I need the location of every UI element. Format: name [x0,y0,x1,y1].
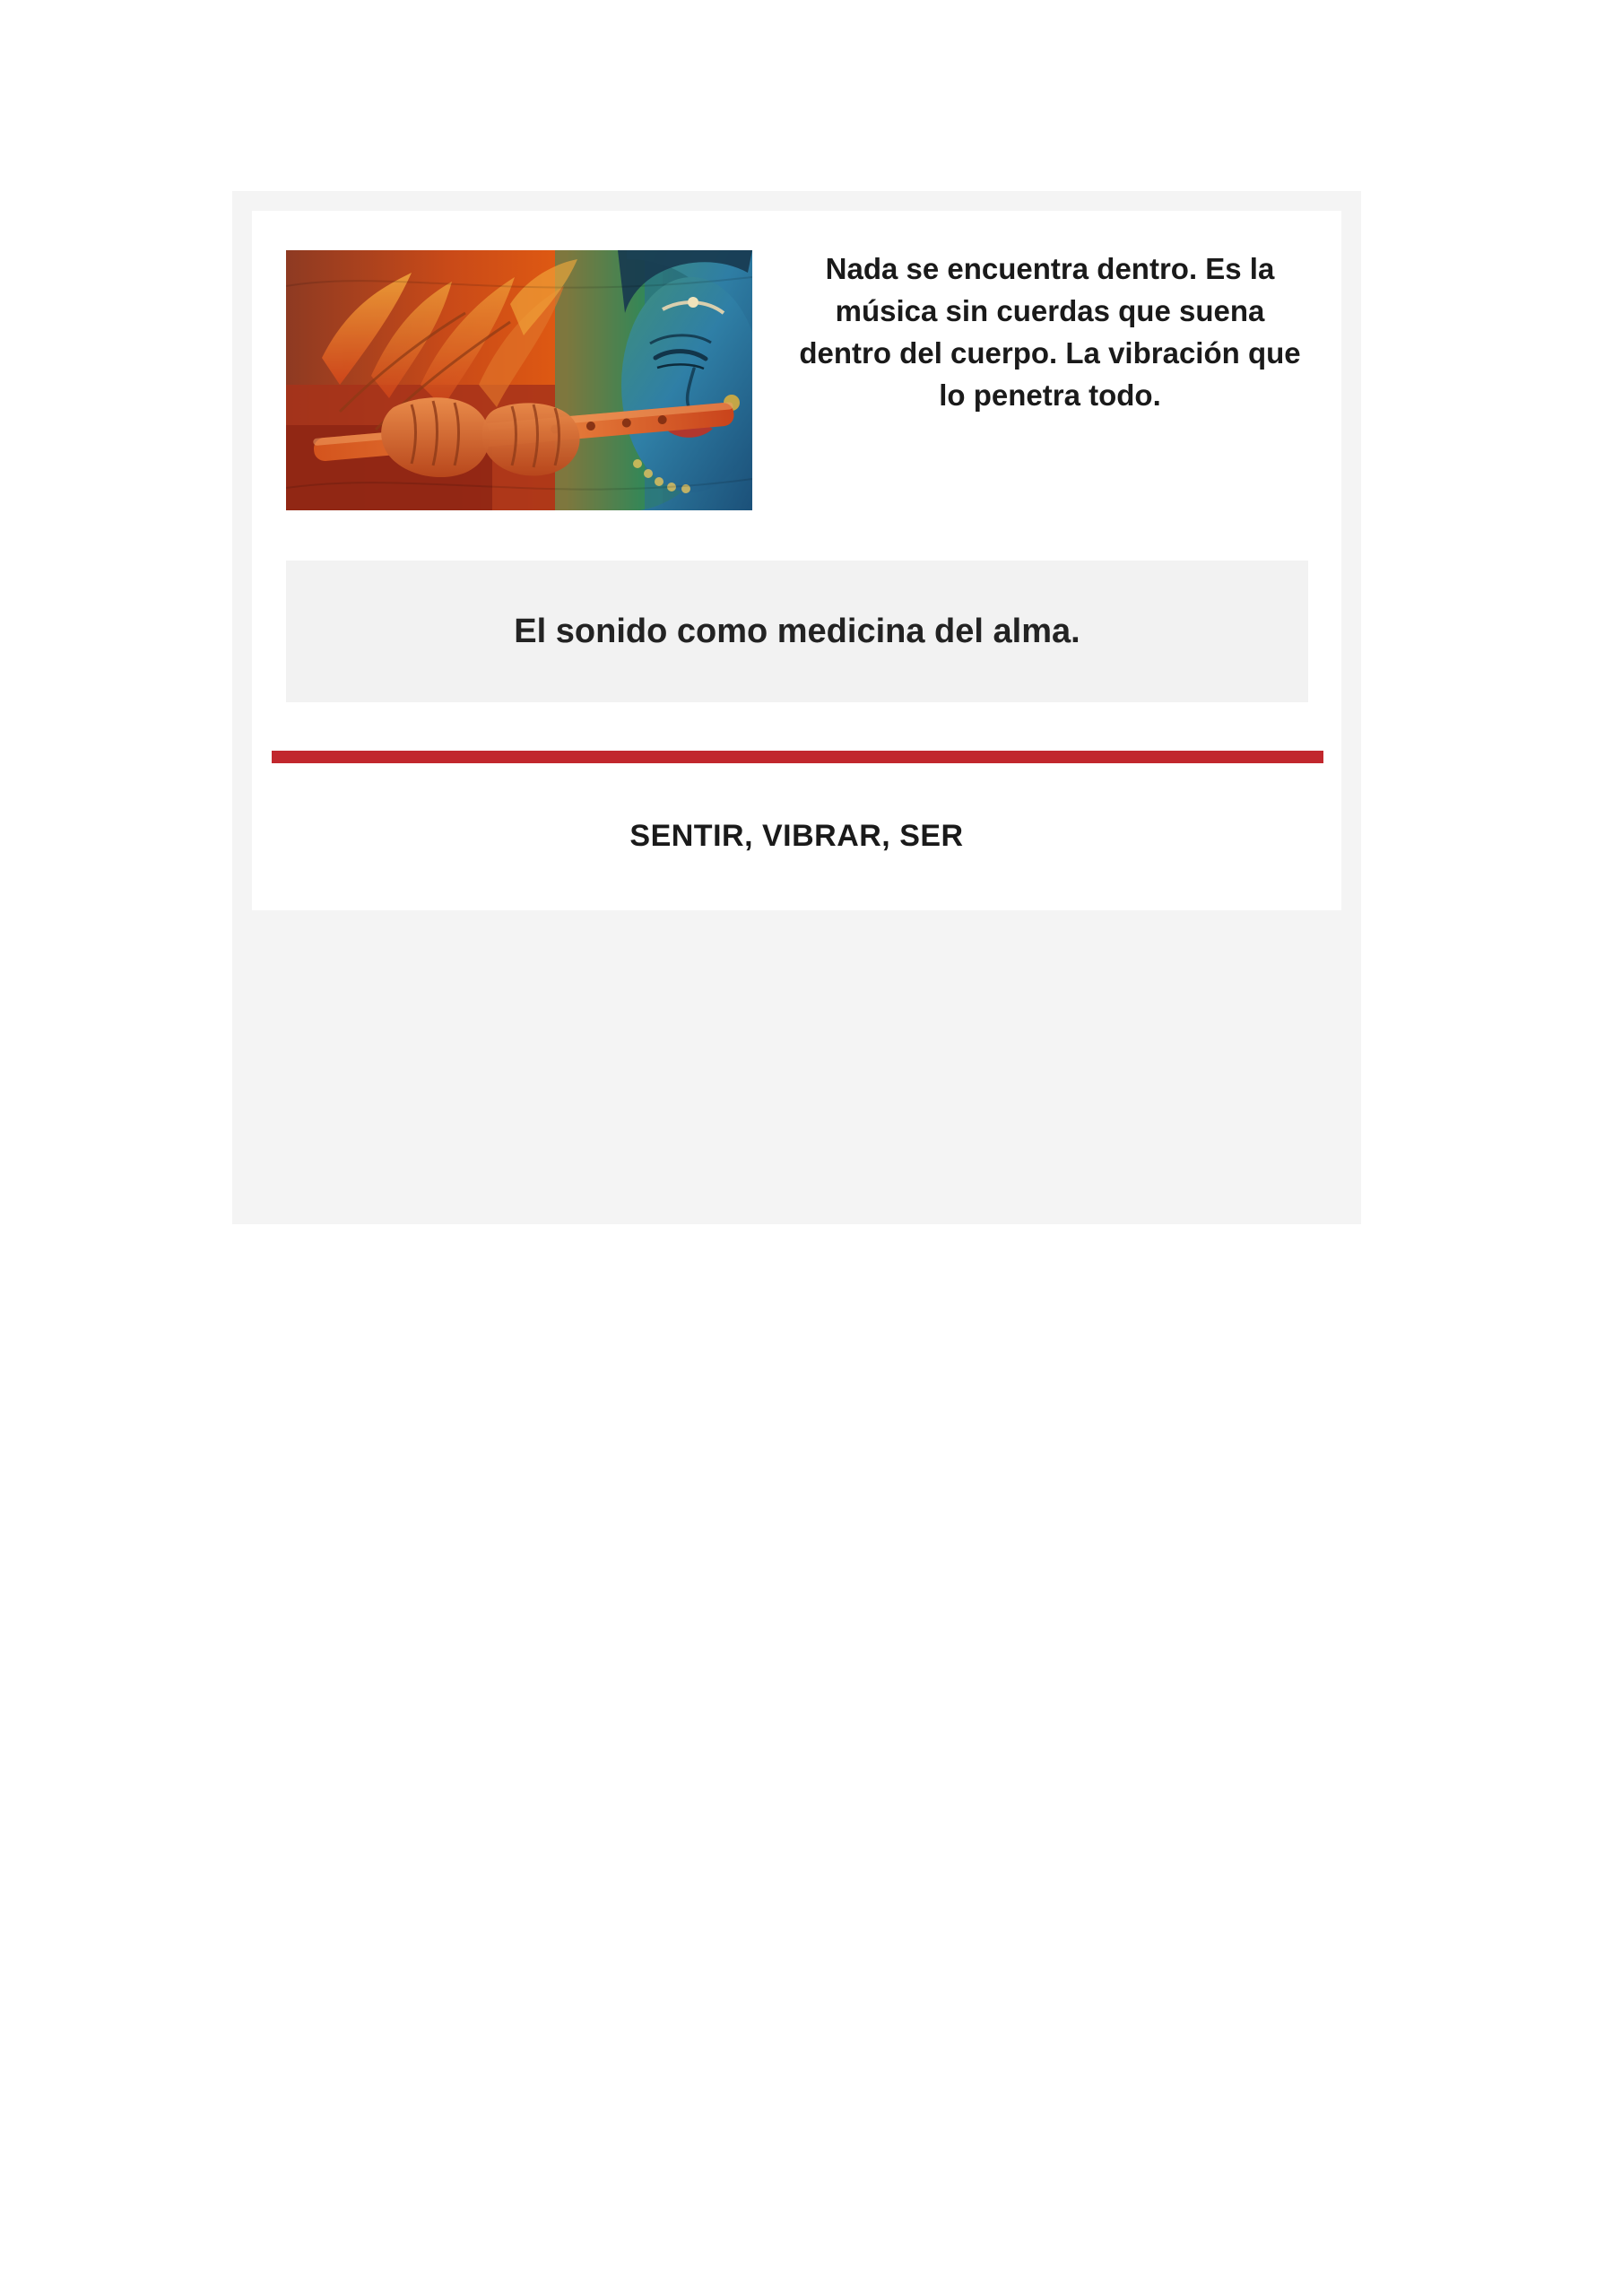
highlight-band [286,561,1308,702]
content-card [252,211,1341,910]
red-divider [272,751,1323,763]
pull-quote: Nada se encuentra dentro. Es la música sin cuerdas que suena dentro del cuerpo. La vibración que lo penetra todo. [799,252,1301,412]
highlight-text: El sonido como medicina del alma. [514,612,1080,650]
content-column [232,191,1361,1224]
krishna-flute-painting-image [286,250,752,510]
tagline: SENTIR, VIBRAR, SER [629,819,964,853]
header-row [252,211,1341,507]
